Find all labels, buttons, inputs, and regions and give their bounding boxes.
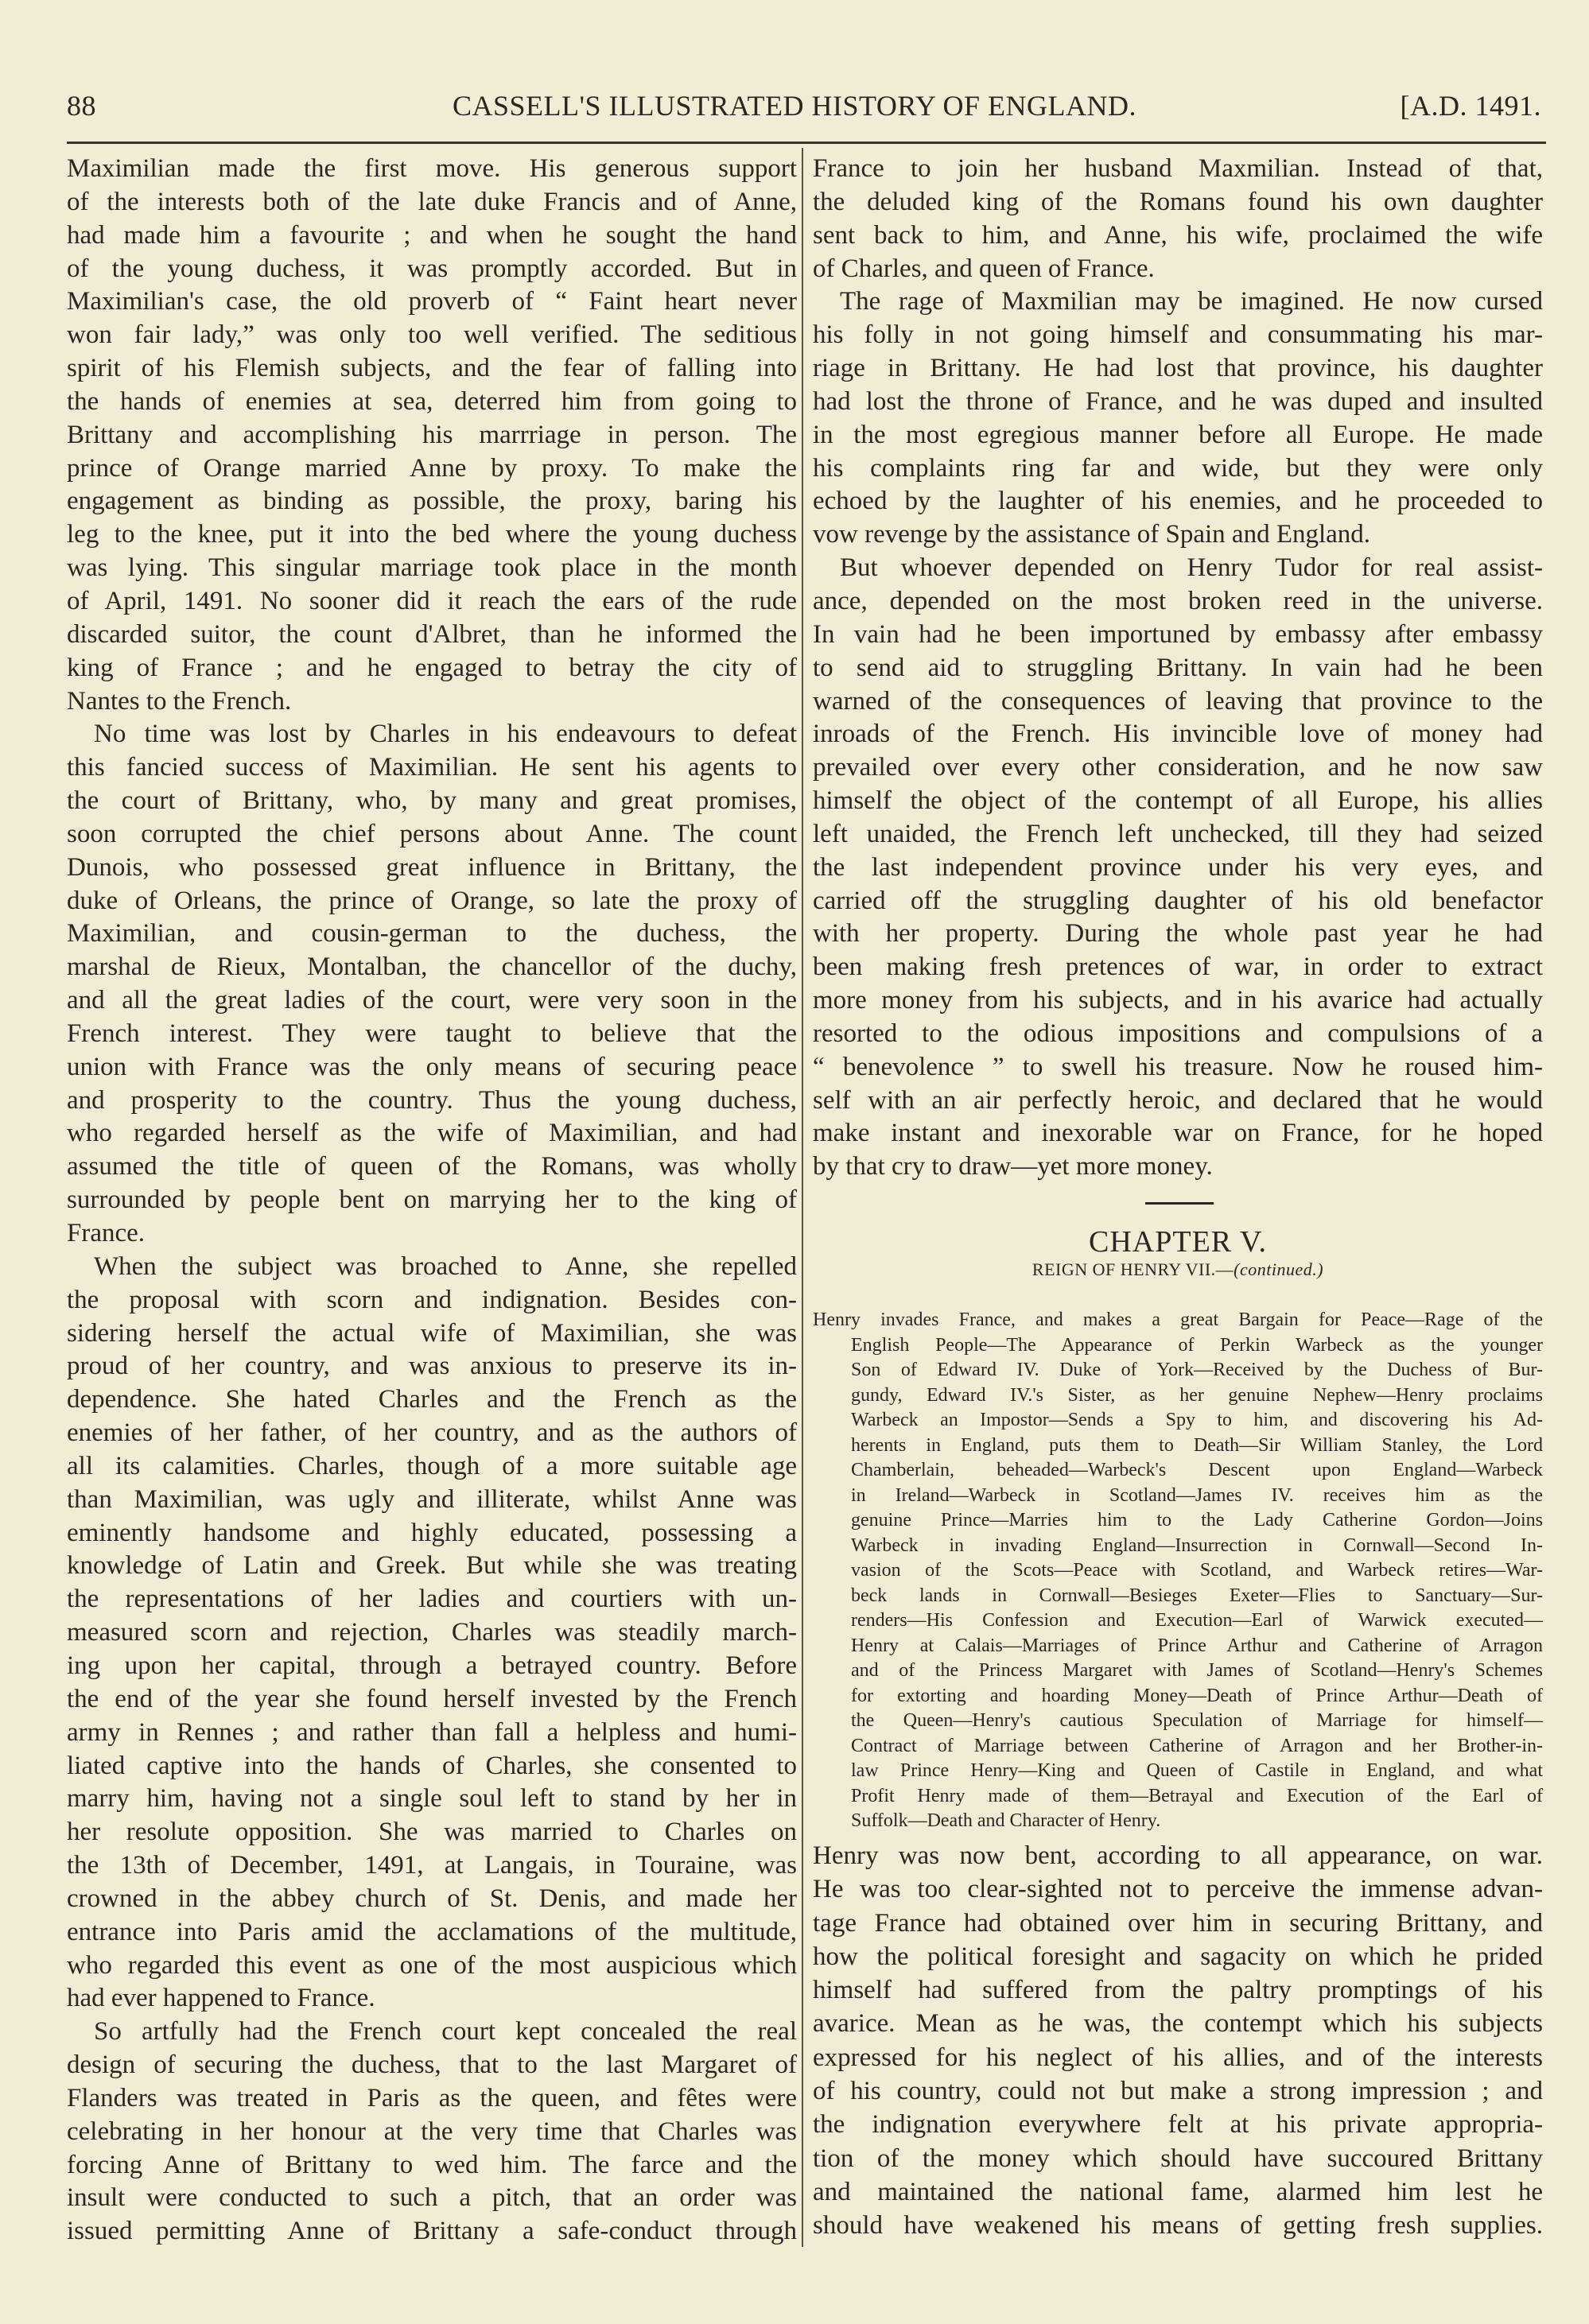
text-line: the end of the year she found herself invested by the French (67, 1684, 797, 1713)
paragraph (813, 1839, 1543, 2243)
text-line: self with an air perfectly heroic, and declared that he would (813, 1085, 1543, 1115)
summary-line: English People—The Appearance of Perkin Warbeck as the younger (851, 1334, 1543, 1356)
text-line: Nantes to the French. (67, 686, 292, 716)
column-divider (802, 148, 803, 2247)
text-line: marry him, having not a single soul left to stand by her in (67, 1784, 797, 1814)
text-line: the hands of enemies at sea, deterred him from going to (67, 386, 797, 416)
text-line: soon corrupted the chief persons about Anne. The count (67, 819, 797, 848)
text-line: dependence. She hated Charles and the French as the (67, 1385, 797, 1414)
text-line: who regarded this event as one of the most auspicious which (67, 1950, 797, 1980)
text-line: enemies of her father, of her country, and as the authors of (67, 1418, 797, 1448)
section-rule (1145, 1202, 1214, 1205)
text-line: the court of Brittany, who, by many and great promises, (67, 786, 797, 816)
summary-line: beck lands in Cornwall—Besieges Exeter—Flies to Sanctuary—Sur- (851, 1585, 1543, 1606)
summary-line: herents in England, puts them to Death—Sir William Stanley, the Lord (851, 1434, 1543, 1456)
paragraph (813, 552, 1543, 1184)
summary-line: Warbeck in invading England—Insurrection in Cornwall—Second In- (851, 1534, 1543, 1556)
text-line: No time was lost by Charles in his endeavours to defeat (94, 720, 797, 749)
text-line: the proposal with scorn and indignation. Besides con- (67, 1285, 797, 1314)
text-line: Henry was now bent, according to all appearance, on war. (813, 1841, 1543, 1870)
summary-line: Henry at Calais—Marriages of Prince Arthur and Catherine of Arragon (851, 1635, 1543, 1656)
text-line: liated captive into the hands of Charles, she consented to (67, 1751, 797, 1780)
text-line: had ever happened to France. (67, 1984, 375, 2013)
summary-line: renders—His Confession and Execution—Earl of Warwick executed— (851, 1610, 1543, 1631)
text-line: and all the great ladies of the court, were very soon in the (67, 986, 797, 1015)
text-line: Maximilian made the first move. His generous support (67, 154, 797, 183)
text-line: ing upon her capital, through a betrayed country. Before (67, 1651, 797, 1680)
text-line: France. (67, 1219, 146, 1247)
text-line: But whoever depended on Henry Tudor for real assist- (840, 553, 1543, 583)
text-line: Flanders was treated in Paris as the queen, and fêtes were (67, 2083, 797, 2113)
text-line: of his country, could not but make a strong impression ; and (813, 2077, 1543, 2106)
text-line: the indignation everywhere felt at his private appropria- (813, 2110, 1543, 2140)
summary-line: gundy, Edward IV.'s Sister, as her genuine Nephew—Henry proclaims (851, 1384, 1543, 1406)
page-number: 88 (67, 90, 96, 122)
text-line: her resolute opposition. She was married to Charles on (67, 1818, 797, 1847)
paragraph (67, 718, 797, 1251)
text-line: to send aid to struggling Brittany. In vain had he been (813, 653, 1543, 682)
text-line: sent back to him, and Anne, his wife, proclaimed the wife (813, 220, 1543, 250)
text-line: the 13th of December, 1491, at Langais, in Touraine, was (67, 1851, 797, 1880)
summary-line: vasion of the Scots—Peace with Scotland, and Warbeck retires—War- (851, 1560, 1543, 1581)
text-line: eminently handsome and highly educated, possessing a (67, 1518, 797, 1547)
text-line: echoed by the laughter of his enemies, and he proceeded to (813, 487, 1543, 516)
text-line: of Charles, and queen of France. (813, 254, 1155, 283)
text-line: In vain had he been importuned by embassy after embassy (813, 619, 1543, 649)
text-line: this fancied success of Maximilian. He sent his agents to (67, 753, 797, 782)
text-line: in the most egregious manner before all Europe. He made (813, 420, 1543, 449)
text-line: discarded suitor, the count d'Albret, than he informed the (67, 619, 797, 649)
summary-line: Profit Henry made of them—Betrayal and Execution of the Earl of (851, 1785, 1543, 1806)
text-line: had lost the throne of France, and he was duped and insulted (813, 386, 1543, 416)
text-line: knowledge of Latin and Greek. But while she was treating (67, 1551, 797, 1581)
summary-line: for extorting and hoarding Money—Death of Prince Arthur—Death of (851, 1685, 1543, 1706)
text-line: duke of Orleans, the prince of Orange, so late the proxy of (67, 886, 797, 915)
text-line: who regarded herself as the wife of Maximilian, and had (67, 1119, 797, 1148)
summary-line: in Ireland—Warbeck in Scotland—James IV. receives him as the (851, 1484, 1543, 1506)
text-line: was lying. This singular marriage took place in the month (67, 553, 797, 583)
paragraph (813, 153, 1543, 285)
text-line: avarice. Mean as he was, the contempt which his subjects (813, 2009, 1543, 2039)
text-line: of the young duchess, it was promptly accorded. But in (67, 254, 797, 283)
chapter-body (813, 1839, 1543, 2243)
text-line: prince of Orange married Anne by proxy. To make the (67, 453, 797, 483)
text-line: riage in Brittany. He had lost that province, his daughter (813, 354, 1543, 383)
text-line: Maximilian's case, the old proverb of “ Faint heart never (67, 287, 797, 316)
text-line: measured scorn and rejection, Charles was steadily march- (67, 1618, 797, 1647)
text-line: should have weakened his means of getting fresh supplies. (813, 2211, 1543, 2241)
text-line: assumed the title of queen of the Romans, was wholly (67, 1152, 797, 1181)
text-line: insult were conducted to such a pitch, that an order was (67, 2183, 797, 2213)
summary-line: Son of Edward IV. Duke of York—Received by the Duchess of Bur- (851, 1360, 1543, 1380)
chapter-subtitle (813, 1259, 1543, 1280)
chapter-summary (813, 1308, 1543, 1834)
text-line: ance, depended on the most broken reed in the universe. (813, 586, 1543, 615)
text-line: resorted to the odious impositions and compulsions of a (813, 1018, 1543, 1048)
text-line: expressed for his neglect of his allies, and of the interests (813, 2043, 1543, 2072)
text-line: of the interests both of the late duke Francis and of Anne, (67, 187, 797, 216)
text-line: the last independent province under his very eyes, and (813, 852, 1543, 882)
text-line: how the political foresight and sagacity on which he prided (813, 1942, 1543, 1971)
text-line: engagement as binding as possible, the proxy, baring his (67, 487, 797, 516)
text-line: carried off the struggling daughter of his old benefactor (813, 886, 1543, 915)
text-line: army in Rennes ; and rather than fall a helpless and humi- (67, 1717, 797, 1747)
text-line: French interest. They were taught to believe that the (67, 1018, 797, 1048)
summary-line: the Queen—Henry's cautious Speculation of Marriage for himself— (851, 1710, 1543, 1731)
text-line: vow revenge by the assistance of Spain and England. (813, 520, 1371, 549)
text-line: surrounded by people bent on marrying her to the king of (67, 1185, 797, 1215)
running-date: [A.D. 1491. (1400, 90, 1541, 122)
text-line: the representations of her ladies and courtiers with un- (67, 1585, 797, 1614)
paragraph (67, 153, 797, 718)
text-line: celebrating in her honour at the very time that Charles was (67, 2116, 797, 2146)
summary-line: Contract of Marriage between Catherine of Arragon and her Brother-in- (851, 1735, 1543, 1756)
text-line: France to join her husband Maxmilian. Instead of that, (813, 154, 1543, 183)
text-line: Maximilian, and cousin-german to the duchess, the (67, 919, 797, 949)
chapter-reign: REIGN OF HENRY VII.— (1031, 1259, 1234, 1279)
text-line: tion of the money which should have succoured Brittany (813, 2144, 1543, 2173)
text-line: and maintained the national fame, alarmed him lest he (813, 2177, 1543, 2206)
text-line: When the subject was broached to Anne, she repelled (94, 1251, 797, 1281)
paragraph (67, 1251, 797, 2016)
text-line: marshal de Rieux, Montalban, the chancellor of the duchy, (67, 952, 797, 982)
summary-line: Henry invades France, and makes a great Bargain for Peace—Rage of the (813, 1309, 1543, 1330)
text-line: by that cry to draw—yet more money. (813, 1152, 1213, 1181)
text-line: spirit of his Flemish subjects, and the fear of falling into (67, 354, 797, 383)
text-line: the deluded king of the Romans found his own daughter (813, 187, 1543, 216)
summary-line: genuine Prince—Marries him to the Lady Catherine Gordon—Joins (851, 1510, 1543, 1531)
summary-line: Suffolk—Death and Character of Henry. (851, 1810, 1161, 1831)
text-line: forcing Anne of Brittany to wed him. The farce and the (67, 2150, 797, 2179)
text-line: his complaints ring far and wide, but they were only (813, 453, 1543, 483)
text-line: been making fresh pretences of war, in order to extract (813, 952, 1543, 982)
text-line: inroads of the French. His invincible love of money had (813, 720, 1543, 749)
text-line: make instant and inexorable war on France, for he hoped (813, 1119, 1543, 1148)
text-line: union with France was the only means of securing peace (67, 1052, 797, 1081)
right-column (813, 153, 1543, 1184)
summary-line: law Prince Henry—King and Queen of Castile in England, and what (851, 1760, 1543, 1781)
text-line: “ benevolence ” to swell his treasure. Now he roused him- (813, 1052, 1543, 1081)
text-line: The rage of Maxmilian may be imagined. He now cursed (840, 287, 1543, 316)
text-line: Brittany and accomplishing his marrriage in person. The (67, 420, 797, 449)
running-title: CASSELL'S ILLUSTRATED HISTORY OF ENGLAND. (452, 90, 1137, 122)
text-line: himself had suffered from the paltry promptings of his (813, 1976, 1543, 2005)
text-line: and prosperity to the country. Thus the young duchess, (67, 1085, 797, 1115)
header-rule (67, 142, 1546, 144)
summary-line: Warbeck an Impostor—Sends a Spy to him, and discovering his Ad- (851, 1410, 1543, 1430)
text-line: tage France had obtained over him in securing Brittany, and (813, 1908, 1543, 1938)
text-line: more money from his subjects, and in his avarice had actually (813, 986, 1543, 1015)
paragraph (813, 285, 1543, 552)
text-line: all its calamities. Charles, though of a more suitable age (67, 1451, 797, 1480)
text-line: himself the object of the contempt of all Europe, his allies (813, 786, 1543, 816)
text-line: Dunois, who possessed great influence in Brittany, the (67, 852, 797, 882)
text-line: prevailed over every other consideration, and he now saw (813, 753, 1543, 782)
text-line: with her property. During the whole past year he had (813, 919, 1543, 949)
text-line: crowned in the abbey church of St. Denis, and made her (67, 1884, 797, 1913)
text-line: his folly in not going himself and consummating his mar- (813, 320, 1543, 350)
paragraph (67, 2016, 797, 2248)
text-line: proud of her country, and was anxious to preserve its in- (67, 1352, 797, 1381)
chapter-continued: (continued.) (1234, 1259, 1324, 1279)
text-line: king of France ; and he engaged to betray the city of (67, 653, 797, 682)
chapter-title: CHAPTER V. (1089, 1225, 1267, 1259)
text-line: of April, 1491. No sooner did it reach the ears of the rude (67, 586, 797, 615)
text-line: warned of the consequences of leaving that province to the (813, 686, 1543, 716)
text-line: sidering herself the actual wife of Maximilian, she was (67, 1318, 797, 1348)
summary-line: and of the Princess Margaret with James of Scotland—Henry's Schemes (851, 1660, 1543, 1681)
summary-line: Chamberlain, beheaded—Warbeck's Descent upon England—Warbeck (851, 1460, 1543, 1480)
text-line: entrance into Paris amid the acclamations of the multitude, (67, 1917, 797, 1946)
text-line: issued permitting Anne of Brittany a safe-conduct through (67, 2217, 797, 2246)
text-line: left unaided, the French left unchecked, till they had seized (813, 819, 1543, 848)
text-line: had made him a favourite ; and when he sought the hand (67, 220, 797, 250)
text-line: So artfully had the French court kept concealed the real (94, 2017, 797, 2047)
text-line: He was too clear-sighted not to perceive the immense advan- (813, 1875, 1543, 1904)
left-column (67, 153, 797, 2248)
text-line: won fair lady,” was only too well verified. The seditious (67, 320, 797, 350)
text-line: design of securing the duchess, that to the last Margaret of (67, 2050, 797, 2080)
text-line: than Maximilian, was ugly and illiterate, whilst Anne was (67, 1484, 797, 1514)
text-line: leg to the knee, put it into the bed where the young duchess (67, 520, 797, 549)
